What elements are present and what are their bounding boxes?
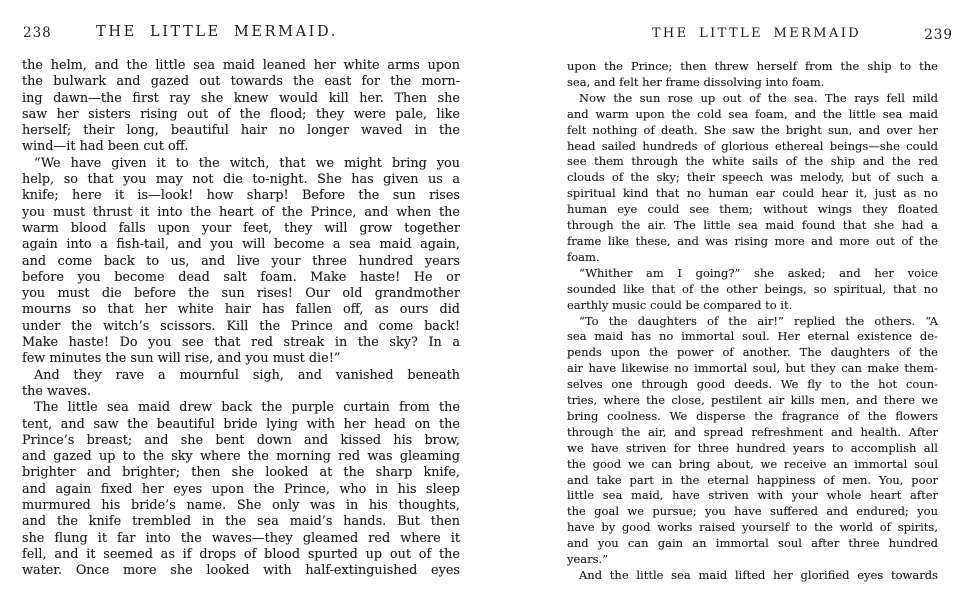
text-line: fell, and it seemed as if drops of blood spurted up out of the xyxy=(22,546,460,562)
text-line: Now the sun rose up out of the sea. The rays fell mild xyxy=(579,90,938,105)
page-number-left: 238 xyxy=(23,25,52,41)
text-line: felt nothing of death. She saw the bright sun, and over her xyxy=(567,122,938,137)
text-line: years.” xyxy=(567,552,609,567)
running-title-left: THE LITTLE MERMAID. xyxy=(96,24,338,40)
text-line: she flung it far into the waves—they gleamed red where it xyxy=(22,530,460,546)
text-line: spiritual kind that no human ear could hear it, just as no xyxy=(567,186,938,201)
text-line: human eye could see them; without wings they floated xyxy=(567,202,938,217)
text-line: And they rave a mournful sigh, and vanished beneath xyxy=(34,367,460,383)
text-line: tries, where the close, pestilent air kills men, and there we xyxy=(567,393,938,408)
text-line: and gazed up to the sky where the morning red was gleaming xyxy=(22,449,460,465)
text-line: and take part in the eternal happiness of men. You, poor xyxy=(567,472,938,487)
paragraph xyxy=(567,91,938,266)
text-line: the bulwark and gazed out towards the east for the morn- xyxy=(22,74,460,90)
text-line: clouds of the sky; their speech was melody, but of such a xyxy=(567,170,938,185)
text-line: Prince’s breast; and she bent down and kissed his brow, xyxy=(22,432,460,448)
paragraph xyxy=(567,266,938,314)
text-line: help, so that you may not die to-night. She has given us a xyxy=(22,172,460,188)
text-line: you must thrust it into the heart of the Prince, and when the xyxy=(22,204,460,220)
text-line: and warm upon the cold sea foam, and the little sea maid xyxy=(567,106,938,121)
page-left xyxy=(22,0,460,580)
text-line: saw her sisters rising out of the flood; they were pale, like xyxy=(22,106,460,122)
page-header-right xyxy=(567,26,953,43)
text-line: the helm, and the little sea maid leaned her white arms upon xyxy=(22,58,460,73)
text-line: bring coolness. We disperse the fragrance of the flowers xyxy=(567,408,938,423)
text-line: mourns so that her white hair has fallen off, as ours did xyxy=(22,302,460,318)
text-line: “Whither am I going?” she asked; and her voice xyxy=(579,265,938,280)
text-line: and come back to us, and live your three hundred years xyxy=(22,253,460,269)
running-title-right: THE LITTLE MERMAID xyxy=(651,26,862,41)
text-line: through the air, and spread refreshment and health. After xyxy=(567,424,938,439)
text-line: through the air. The little sea maid found that she had a xyxy=(567,218,938,233)
paragraph xyxy=(567,59,938,91)
text-line: knife; here it is—look! how sharp! Before the sun rises xyxy=(22,188,460,204)
text-line: ing dawn—the first ray she knew would kill her. Then she xyxy=(22,90,460,106)
text-line: And the little sea maid lifted her glorified eyes towards xyxy=(579,568,938,582)
page-header-left xyxy=(22,25,460,40)
text-line: pends upon the power of another. The daughters of the xyxy=(567,345,938,360)
paragraph xyxy=(22,400,460,579)
text-line: the waves. xyxy=(22,383,92,399)
text-line: tent, and saw the beautiful bride lying with her head on the xyxy=(22,416,460,432)
paragraph xyxy=(22,58,460,156)
text-line: Make haste! Do you see that red streak in the sky? In a xyxy=(22,335,460,351)
text-line: The little sea maid drew back the purple curtain from the xyxy=(34,400,460,416)
text-line: foam. xyxy=(567,249,600,264)
text-line: head sailed hundreds of glorious ethereal beings—she could xyxy=(567,138,938,153)
paragraph xyxy=(22,368,460,401)
text-line: the good we can bring about, we receive an immortal soul xyxy=(567,456,938,471)
text-line: the goal we pursue; you have suffered and endured; you xyxy=(567,504,938,519)
text-line: herself; their long, beautiful hair no longer waved in the xyxy=(22,123,460,139)
text-line: and you can gain an immortal soul after three hundred xyxy=(567,536,938,551)
text-line: selves one through good deeds. We fly to the hot coun- xyxy=(567,377,938,392)
text-line: sounded like that of the other beings, so spiritual, that no xyxy=(567,281,938,296)
text-line: see them through the white sails of the ship and the red xyxy=(567,154,938,169)
page-number-right: 239 xyxy=(924,27,953,43)
page-right xyxy=(567,0,953,584)
text-line: we have striven for three hundred years to accomplish all xyxy=(567,440,938,455)
text-line: warm blood falls upon your feet, they will grow together xyxy=(22,220,460,236)
text-line: water. Once more she looked with half-extinguished eyes xyxy=(22,563,460,579)
text-line: brighter and brighter; then she looked at the sharp knife, xyxy=(22,465,460,481)
text-line: you must die before the sun rises! Our old grandmother xyxy=(22,286,460,302)
text-line: wind—it had been cut off. xyxy=(22,139,189,155)
text-line: frame like these, and was rising more and more out of the xyxy=(567,233,938,248)
page-text-left xyxy=(22,58,460,580)
text-line: upon the Prince; then threw herself from the ship to the xyxy=(567,59,938,73)
paragraph xyxy=(567,314,938,569)
text-line: have by good works raised yourself to the world of spirits, xyxy=(567,520,938,535)
text-line: “To the daughters of the air!” replied the others. “A xyxy=(579,313,938,328)
text-line: murmured his bride’s name. She only was in his thoughts, xyxy=(22,498,460,514)
page-text-right xyxy=(567,59,938,584)
text-line: and again fixed her eyes upon the Prince, who in his sleep xyxy=(22,481,460,497)
text-line: again into a fish-tail, and you will become a sea maid again, xyxy=(22,237,460,253)
text-line: little sea maid, have striven with your whole heart after xyxy=(567,488,938,503)
text-line: earthly music could be compared to it. xyxy=(567,297,793,312)
text-line: “We have given it to the witch, that we might bring you xyxy=(34,155,460,171)
text-line: before you become dead salt foam. Make haste! He or xyxy=(22,269,460,285)
text-line: few minutes the sun will rise, and you must die!” xyxy=(22,351,341,367)
text-line: air have likewise no immortal soul, but they can make them- xyxy=(567,361,938,376)
text-line: sea, and felt her frame dissolving into foam. xyxy=(567,74,825,89)
paragraph xyxy=(22,156,460,368)
text-line: under the witch’s scissors. Kill the Prince and come back! xyxy=(22,318,460,334)
paragraph xyxy=(567,568,938,584)
text-line: and the knife trembled in the sea maid’s hands. But then xyxy=(22,514,460,530)
text-line: sea maid has no immortal soul. Her eternal existence de- xyxy=(567,329,938,344)
